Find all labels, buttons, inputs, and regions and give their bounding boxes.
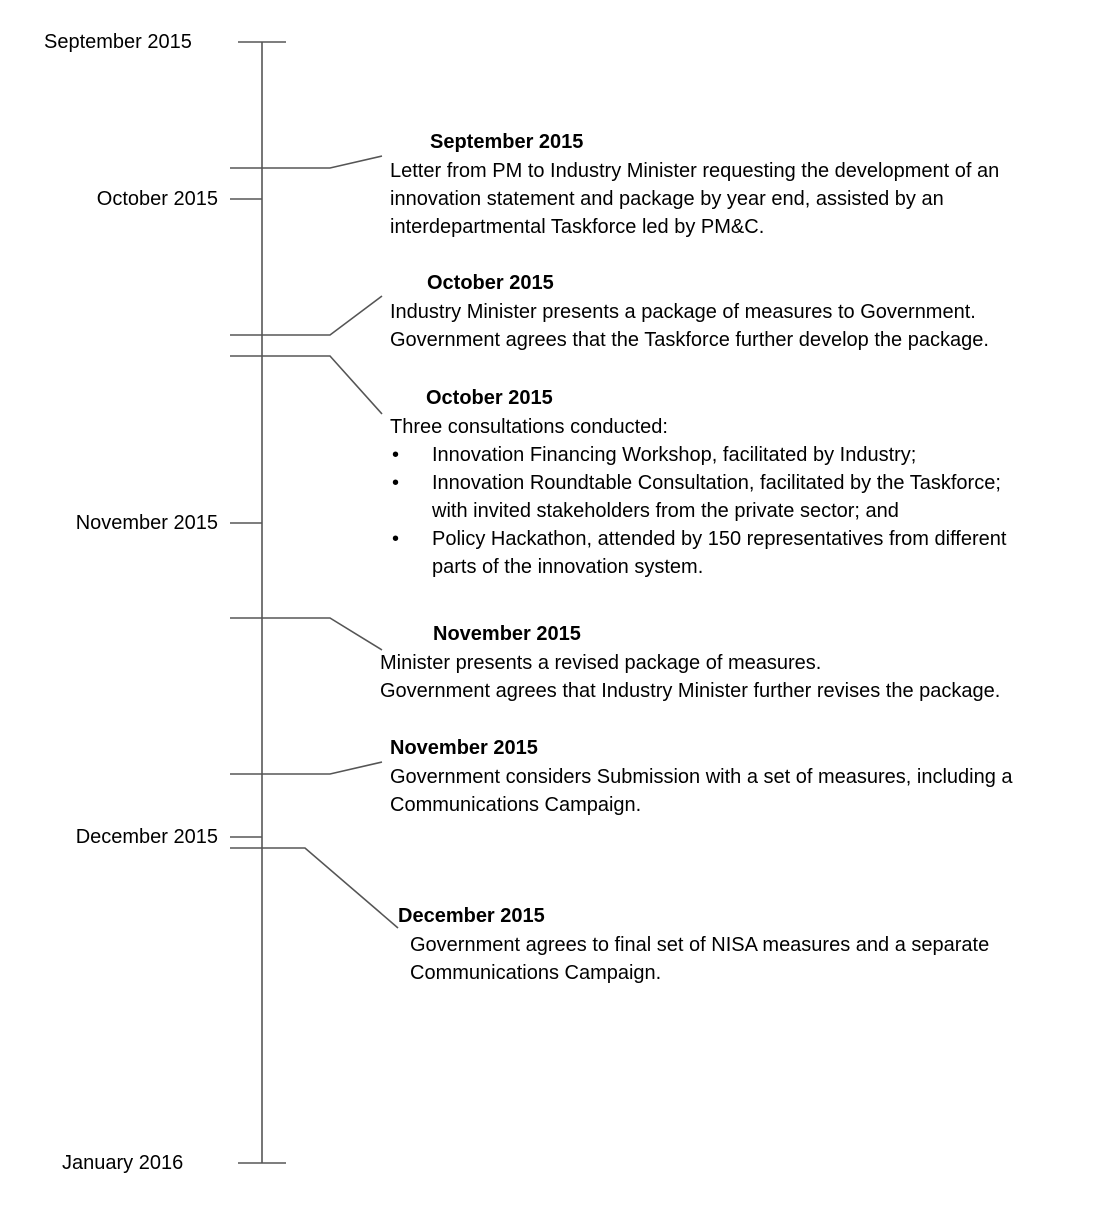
- event-6: [398, 903, 989, 987]
- event-title: December 2015: [398, 905, 545, 927]
- event-3: [390, 385, 1006, 581]
- connector-event-6: [230, 848, 398, 928]
- connector-event-2: [230, 296, 382, 335]
- event-title: November 2015: [390, 737, 538, 759]
- event-2: [390, 270, 989, 354]
- axis-label-november: November 2015: [75, 512, 218, 534]
- event-text-line: innovation statement and package by year end, assisted by an: [390, 188, 944, 210]
- event-text-line: Minister presents a revised package of measures.: [380, 652, 822, 674]
- bullet-icon: •: [392, 472, 400, 494]
- event-1: [390, 129, 999, 241]
- connector-event-4: [230, 618, 382, 650]
- event-text-line: Government agrees that Industry Minister further revises the package.: [380, 680, 1001, 702]
- event-title: October 2015: [427, 272, 554, 294]
- consultation-list: [390, 441, 1006, 581]
- event-text-line: interdepartmental Taskforce led by PM&C.: [390, 216, 765, 238]
- event-text-line: Government agrees that the Taskforce further develop the package.: [390, 329, 989, 351]
- axis-label-december: December 2015: [75, 826, 218, 848]
- event-text-line: Letter from PM to Industry Minister requesting the development of an: [390, 160, 1000, 182]
- axis-label-october: October 2015: [96, 188, 218, 210]
- event-text-line: Government agrees to final set of NISA measures and a separate: [410, 934, 990, 956]
- connector-event-5: [230, 762, 382, 774]
- event-intro: Three consultations conducted:: [390, 416, 668, 438]
- event-text-line: Communications Campaign.: [390, 794, 642, 816]
- event-5: [390, 735, 1013, 819]
- bullet-icon: •: [392, 528, 400, 550]
- list-item: [390, 469, 1006, 525]
- list-item-text: Innovation Financing Workshop, facilitated by Industry;: [432, 444, 917, 466]
- axis-label-end: January 2016: [62, 1152, 184, 1174]
- event-4: [380, 621, 1000, 705]
- event-title: October 2015: [426, 387, 553, 409]
- event-text-line: Industry Minister presents a package of measures to Government.: [390, 301, 976, 323]
- event-title: September 2015: [430, 131, 584, 153]
- connector-event-1: [230, 156, 382, 168]
- list-item: [390, 441, 1006, 469]
- list-item-text: Innovation Roundtable Consultation, facilitated by the Taskforce;: [432, 472, 1001, 494]
- event-title: November 2015: [433, 623, 581, 645]
- event-text-line: Government considers Submission with a set of measures, including a: [390, 766, 1013, 788]
- connector-event-3: [230, 356, 382, 414]
- list-item-text: Policy Hackathon, attended by 150 representatives from different: [432, 528, 1007, 550]
- axis-label-start: September 2015: [44, 31, 192, 53]
- event-text-line: Communications Campaign.: [410, 962, 662, 984]
- list-item-text: with invited stakeholders from the private sector; and: [432, 500, 899, 522]
- bullet-icon: •: [392, 444, 400, 466]
- list-item: [390, 525, 1006, 581]
- list-item-text: parts of the innovation system.: [432, 556, 704, 578]
